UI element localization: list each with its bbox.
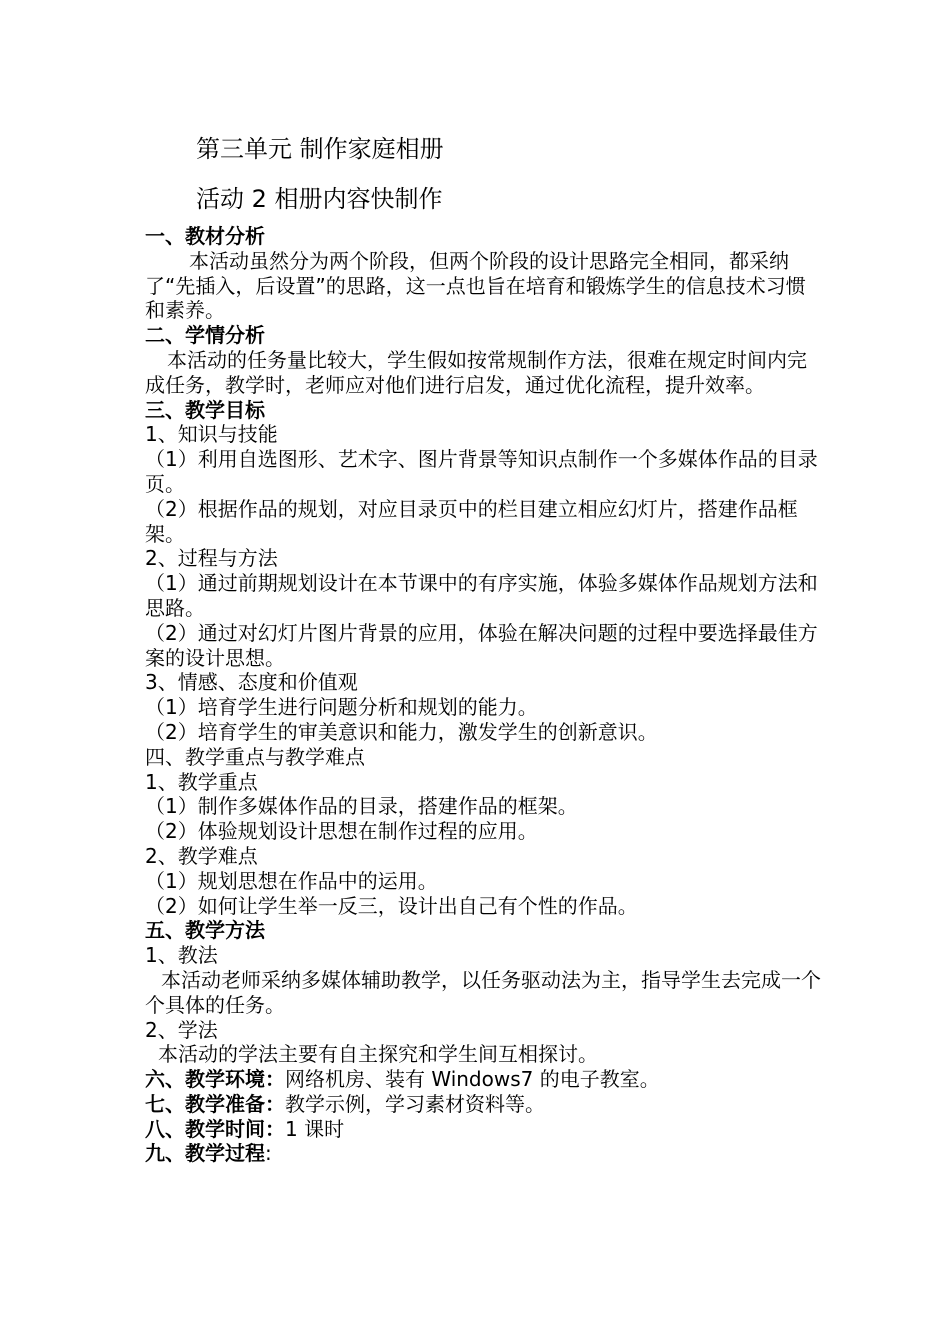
teaching-process-line xyxy=(145,1141,825,1166)
teaching-preparation-value: 教学示例，学习素材资料等。 xyxy=(285,1091,545,1116)
subheading-knowledge-skills: 1、知识与技能 xyxy=(145,422,278,447)
teaching-environment-value: 网络机房、装有 Windows7 的电子教室。 xyxy=(285,1067,660,1092)
subheading-process-method: 2、过程与方法 xyxy=(145,546,278,571)
teaching-environment-line xyxy=(145,1067,825,1092)
subheading-emotion-values: 3、情感、态度和价值观 xyxy=(145,670,358,695)
list-item: （2）根据作品的规划，对应目录页中的栏目建立相应幻灯片，搭建作品框架。 xyxy=(145,496,798,546)
teaching-method-paragraph: 本活动老师采纳多媒体辅助教学，以任务驱动法为主，指导学生去完成一个个具体的任务。 xyxy=(145,967,821,1017)
teaching-environment-label: 六、教学环境： xyxy=(145,1067,285,1092)
list-item: （1）通过前期规划设计在本节课中的有序实施，体验多媒体作品规划方法和思路。 xyxy=(145,571,818,620)
teaching-preparation-label: 七、教学准备： xyxy=(145,1091,285,1116)
teaching-preparation-line xyxy=(145,1092,825,1117)
document-body xyxy=(145,224,825,1166)
subheading-learning-method: 2、学法 xyxy=(145,1017,218,1042)
activity-title: 活动 2 相册内容快制作 xyxy=(196,185,443,213)
section-heading-textbook-analysis: 一、教材分析 xyxy=(145,224,265,248)
teaching-time-label: 八、教学时间： xyxy=(145,1116,285,1141)
teaching-process-value: : xyxy=(265,1141,272,1166)
textbook-analysis-paragraph: 本活动虽然分为两个阶段，但两个阶段的设计思路完全相同，都采纳了“先插入，后设置”的思路，这一点也旨在培育和锻炼学生的信息技术习惯和素养。 xyxy=(145,248,806,323)
student-analysis-paragraph: 本活动的任务量比较大，学生假如按常规制作方法，很难在规定时间内完成任务，教学时，老师应对他们进行启发，通过优化流程，提升效率。 xyxy=(145,347,807,397)
list-item: （1）培育学生进行问题分析和规划的能力。 xyxy=(145,695,538,720)
list-item: （2）体验规划设计思想在制作过程的应用。 xyxy=(145,819,538,844)
section-heading-key-difficult-points: 四、教学重点与教学难点 xyxy=(145,744,365,769)
list-item: （1）规划思想在作品中的运用。 xyxy=(145,868,438,893)
section-heading-teaching-methods: 五、教学方法 xyxy=(145,918,265,943)
teaching-time-value: 1 课时 xyxy=(285,1116,345,1141)
teaching-time-line xyxy=(145,1117,825,1142)
list-item: （2）如何让学生举一反三，设计出自己有个性的作品。 xyxy=(145,893,638,918)
list-item: （1）利用自选图形、艺术字、图片背景等知识点制作一个多媒体作品的目录页。 xyxy=(145,447,818,496)
unit-title: 第三单元 制作家庭相册 xyxy=(196,135,444,163)
subheading-difficult-points: 2、教学难点 xyxy=(145,843,258,868)
learning-method-paragraph: 本活动的学法主要有自主探究和学生间互相探讨。 xyxy=(158,1042,598,1067)
list-item: （1）制作多媒体作品的目录，搭建作品的框架。 xyxy=(145,794,578,819)
subheading-teaching-method: 1、教法 xyxy=(145,943,218,968)
section-heading-teaching-objectives: 三、教学目标 xyxy=(145,397,265,422)
subheading-key-points: 1、教学重点 xyxy=(145,769,258,794)
list-item: （2）通过对幻灯片图片背景的应用，体验在解决问题的过程中要选择最佳方案的设计思想。 xyxy=(145,620,818,670)
list-item: （2）培育学生的审美意识和能力，激发学生的创新意识。 xyxy=(145,719,658,744)
teaching-process-label: 九、教学过程 xyxy=(145,1141,265,1166)
section-heading-student-analysis: 二、学情分析 xyxy=(145,323,265,348)
